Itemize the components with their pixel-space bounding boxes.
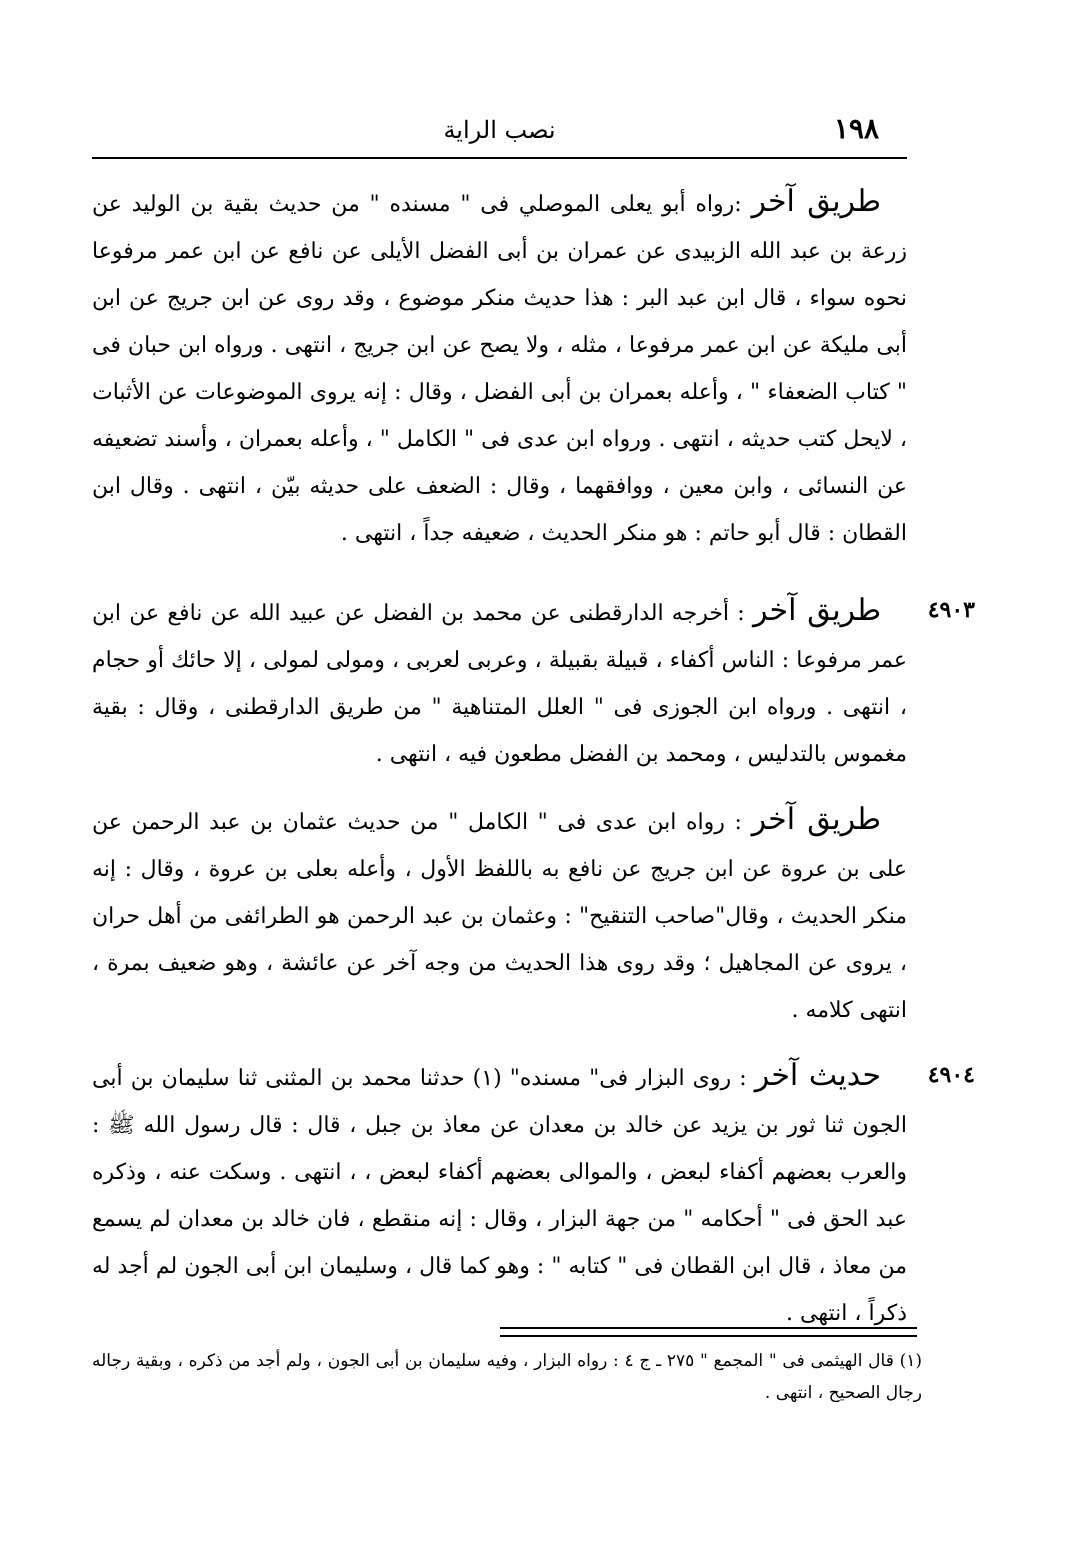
footnote-text: (١) قال الهيثمى فى " المجمع " ٢٧٥ ـ ج ٤ : رواه البزار ، وفيه سليمان بن أبى الجون ، ولم أجد من ذكره ، وبقية رجاله رجال الصحيح ، انتهى . xyxy=(92,1351,922,1403)
section-text: : أخرجه الدارقطنى عن محمد بن الفضل عن عبيد الله عن نافع عن ابن عمر مرفوعا : الناس أكفاء ، قبيلة بقبيلة ، وعربى لعربى ، ومولى لمولى ، إلا حائك أو حجام ، انتهى . ورواه ابن الجوزى فى " العلل المتناهية " من طريق الدارقطنى ، وقال : بقية مغموس بالتدليس ، ومحمد بن الفضل مطعون فيه ، انتهى . xyxy=(92,601,907,767)
section-paragraph xyxy=(92,587,975,778)
main-text xyxy=(92,178,975,1337)
section-lead: طريق آخر xyxy=(752,593,881,628)
section-text: : روى البزار فى" مسنده" (١) حدثنا محمد بن المثنى ثنا سليمان بن أبى الجون ثنا ثور بن يزيد عن خالد بن معدان عن معاذ بن جبل ، قال : قال رسول الله ﷺ : والعرب بعضهم أكفاء لبعض ، والموالى بعضهم أكفاء لبعض ، ، انتهى . وسكت عنه ، وذكره عبد الحق فى " أحكامه " من جهة البزار ، وقال : إنه منقطع ، فان خالد بن معدان لم يسمع من معاذ ، قال ابن القطان فى " كتابه " : وهو كما قال ، وسليمان ابن أبى الجون لم أجد له ذكراً ، انتهى . xyxy=(92,1066,907,1326)
running-title: نصب الراية xyxy=(443,116,556,144)
section-lead: حديث آخر xyxy=(754,1058,881,1093)
section-paragraph xyxy=(92,796,907,1034)
section-text: : رواه ابن عدى فى " الكامل " من حديث عثمان بن عبد الرحمن عن على بن عروة عن ابن جريج عن نافع به باللفظ الأول ، وأعله بعلى بن عروة ، وقال : إنه منكر الحديث ، وقال"صاحب التنقيح" : وعثمان بن عبد الرحمن هو الطرائفى من أهل حران ، يروى عن المجاهيل ؛ وقد روى هذا الحديث من وجه آخر عن عائشة ، وهو ضعيف بمرة ، انتهى كلامه . xyxy=(92,810,907,1023)
section-lead: طريق آخر xyxy=(751,184,881,219)
hadith-number: ٤٩٠٣ xyxy=(927,597,975,623)
footnote-separator xyxy=(500,1327,917,1337)
section-paragraph xyxy=(92,178,907,557)
section-paragraph xyxy=(92,1052,975,1337)
section-lead: طريق آخر xyxy=(751,802,881,837)
header-rule xyxy=(92,157,907,159)
footnote xyxy=(92,1345,922,1409)
section-text: :رواه أبو يعلى الموصلي فى " مسنده " من حديث بقية بن الوليد عن زرعة بن عبد الله الزبيدى عن عمران بن أبى الفضل الأيلى عن نافع عن ابن عمر مرفوعا نحوه سواء ، قال ابن عبد البر : هذا حديث منكر موضوع ، وقد روى عن ابن جريج عن ابن أبى مليكة عن ابن عمر مرفوعا ، مثله ، ولا يصح عن ابن جريج ، انتهى . ورواه ابن حبان فى " كتاب الضعفاء " ، وأعله بعمران بن أبى الفضل ، وقال : إنه يروى الموضوعات عن الأثبات ، لايحل كتب حديثه ، انتهى . ورواه ابن عدى فى " الكامل " ، وأعله بعمران ، وأسند تضعيفه عن النسائى ، وابن معين ، ووافقهما ، وقال : الضعف على حديثه بيّن ، انتهى . وقال ابن القطان : قال أبو حاتم : هو منكر الحديث ، ضعيفه جداً ، انتهى . xyxy=(92,192,907,546)
page-number: ١٩٨ xyxy=(833,112,879,145)
page-header xyxy=(92,110,907,156)
hadith-number: ٤٩٠٤ xyxy=(927,1062,975,1088)
